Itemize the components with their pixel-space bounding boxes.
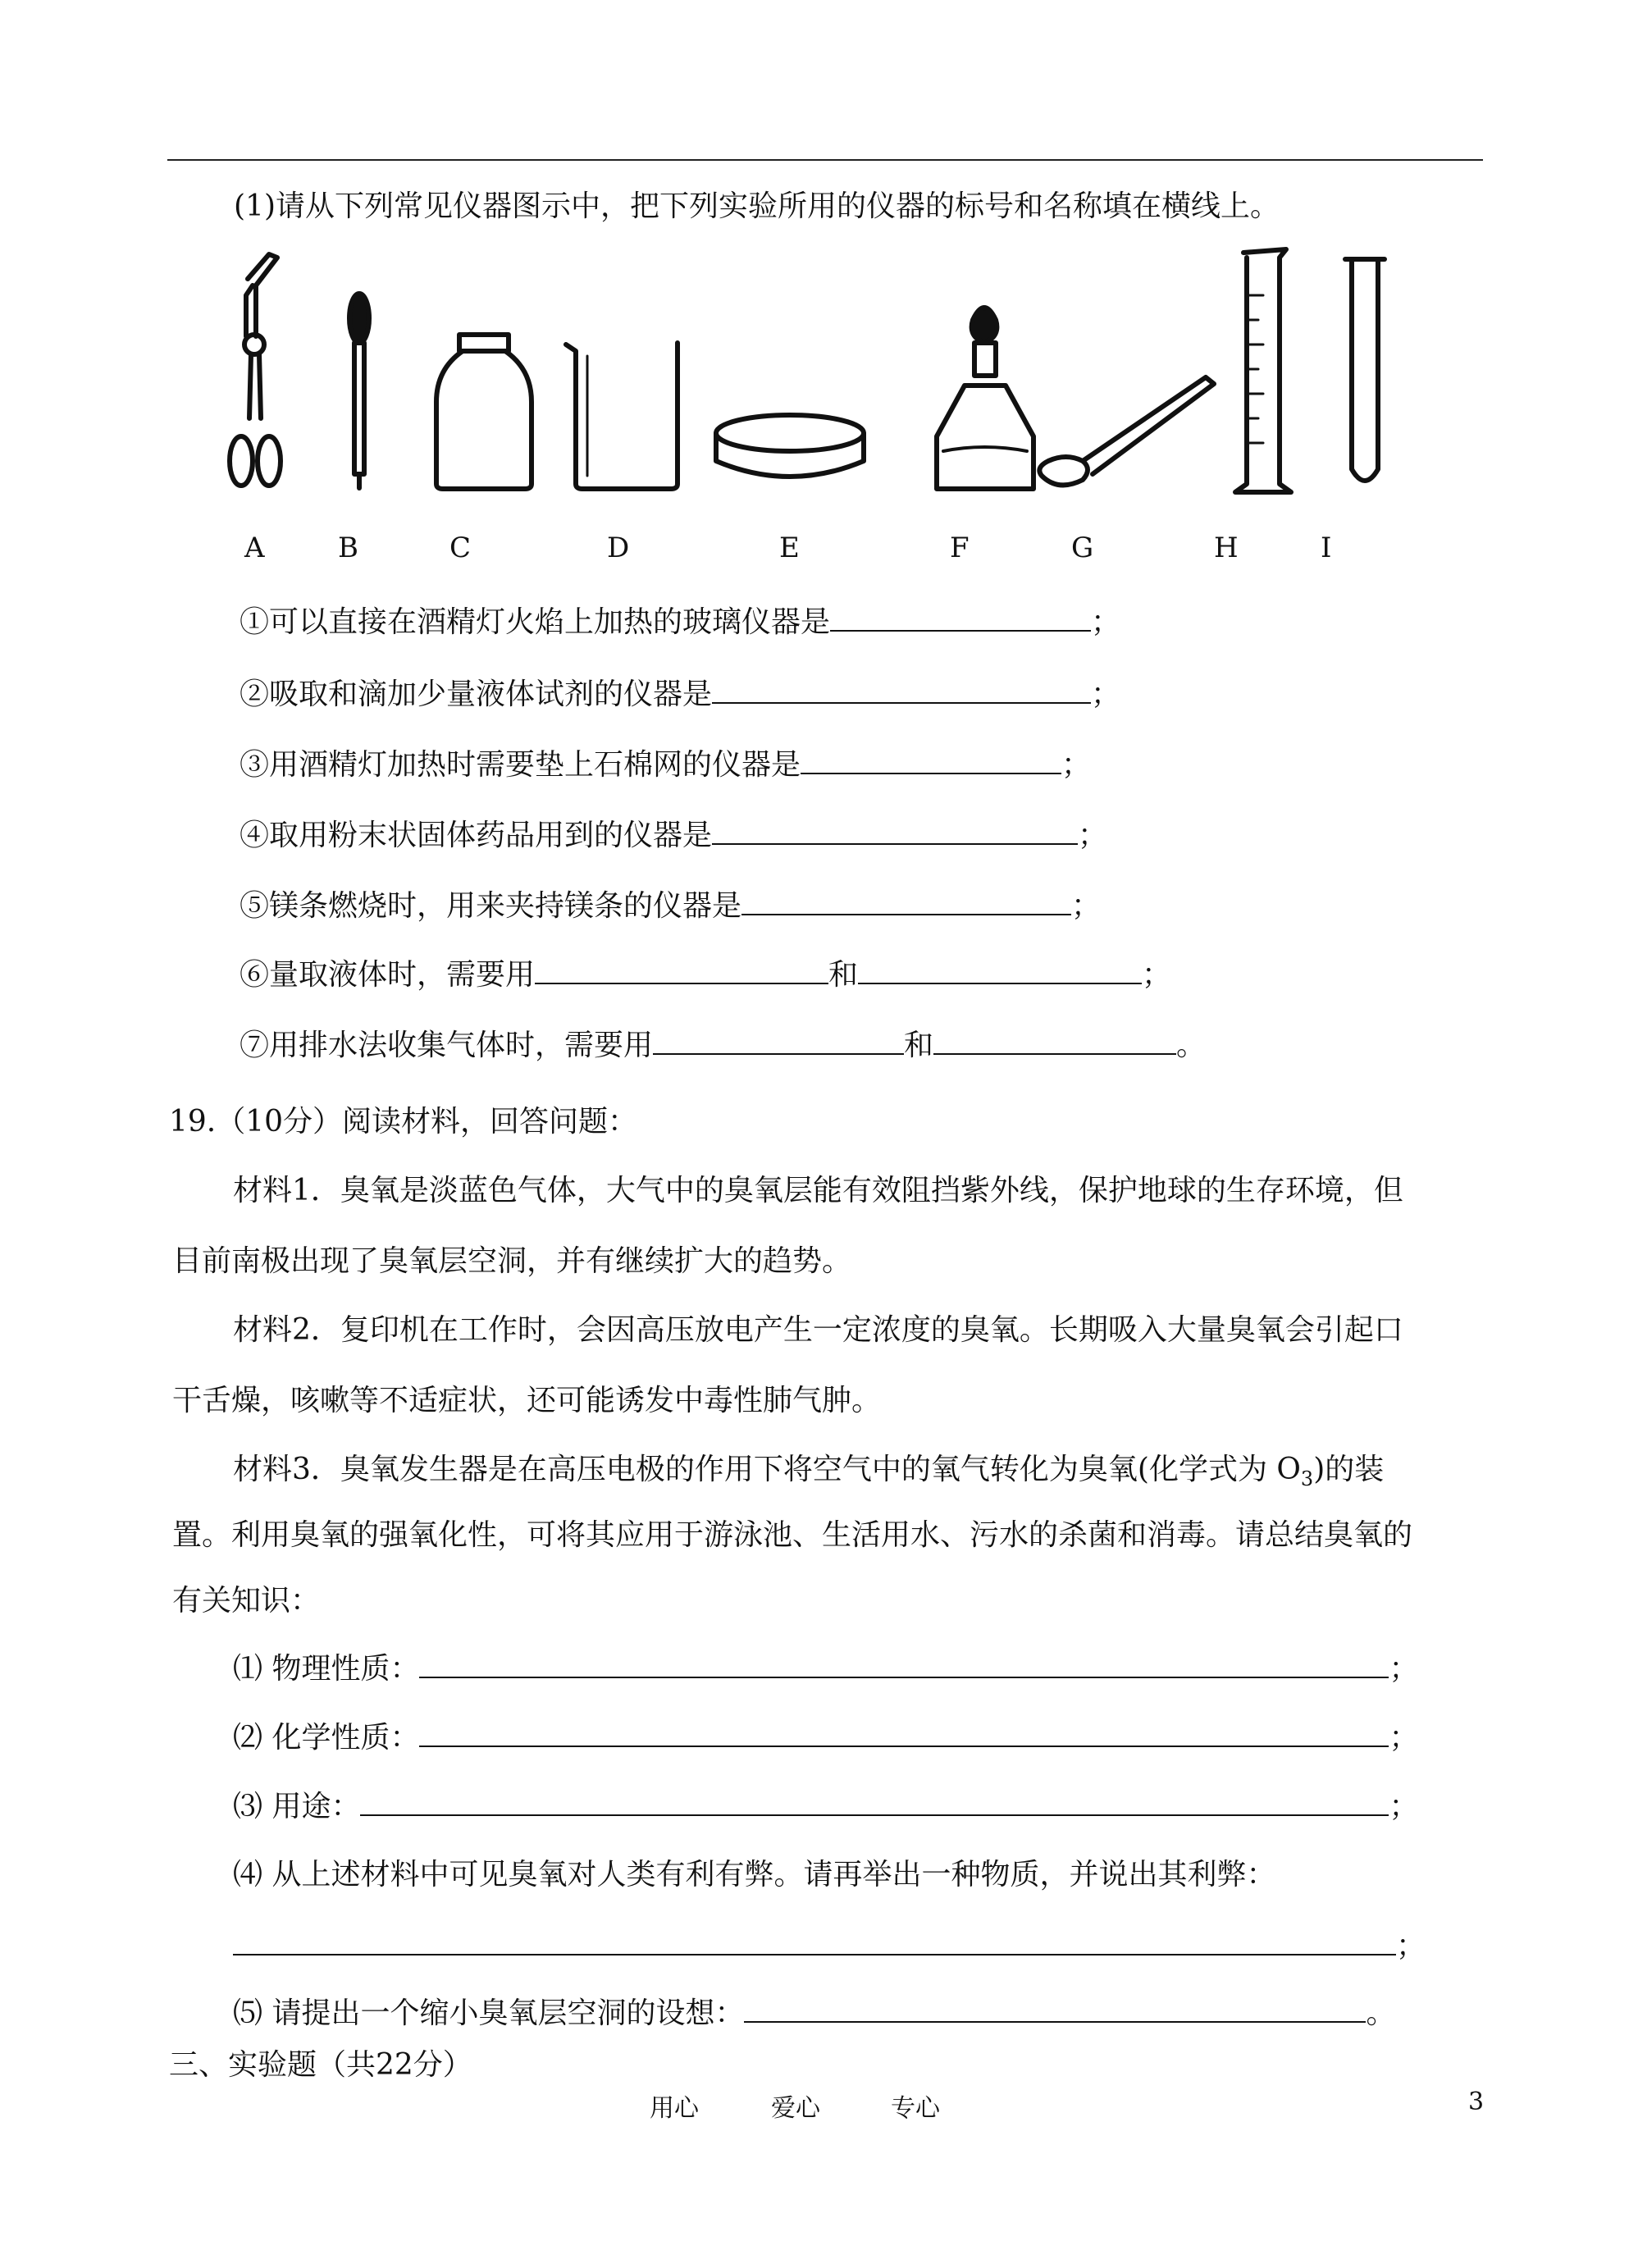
material-1-line-2: 目前南极出现了臭氧层空洞，并有继续扩大的趋势。 [172, 1244, 852, 1278]
answer-blank[interactable] [801, 745, 1061, 774]
answer-blank[interactable] [933, 1025, 1176, 1055]
footer-word-1: 用心 [650, 2094, 699, 2123]
crucible-tongs-icon [230, 254, 281, 486]
answer-blank[interactable] [712, 815, 1078, 845]
footer-word-2: 爱心 [771, 2094, 820, 2123]
page-number: 3 [1468, 2088, 1485, 2116]
medicine-spoon-icon [1039, 377, 1214, 485]
q19-heading: 19.（10分）阅读材料，回答问题： [169, 1105, 638, 1139]
material-3-line-3: 有关知识： [172, 1584, 321, 1618]
part1-intro: (1)请从下列常见仪器图示中，把下列实验所用的仪器的标号和名称填在横线上。 [234, 189, 1280, 223]
dropper-icon [349, 294, 369, 488]
material-1-line-1: 材料1．臭氧是淡蓝色气体，大气中的臭氧层能有效阻挡紫外线，保护地球的生存环境，但 [233, 1174, 1403, 1207]
answer-blank[interactable] [419, 1649, 1389, 1678]
material-2-line-1: 材料2．复印机在工作时，会因高压放电产生一定浓度的臭氧。长期吸入大量臭氧会引起口 [233, 1313, 1403, 1347]
material-2-line-2: 干舌燥，咳嗽等不适症状，还可能诱发中毒性肺气肿。 [172, 1384, 882, 1417]
label-c: C [449, 532, 472, 564]
section-3-heading: 三、实验题（共22分） [169, 2048, 472, 2082]
label-b: B [338, 532, 358, 564]
answer-blank[interactable] [830, 602, 1091, 632]
answer-blank[interactable] [535, 955, 828, 984]
q19-sub-3: ⑶ 用途： ； [233, 1787, 1418, 1827]
q19-sub-1: ⑴ 物理性质： ； [233, 1649, 1418, 1689]
label-i: I [1321, 532, 1332, 564]
item-5: ⑤镁条燃烧时，用来夹持镁条的仪器是 ； [240, 886, 1101, 926]
item-1: ①可以直接在酒精灯火焰上加热的玻璃仪器是 ； [240, 602, 1120, 642]
alcohol-lamp-icon [937, 308, 1033, 489]
material-3-line-1: 材料3．臭氧发生器是在高压电极的作用下将空气中的氧气转化为臭氧(化学式为 $O_3$)的装 [233, 1453, 1385, 1491]
answer-blank[interactable] [360, 1787, 1389, 1816]
item-7: ⑦用排水法收集气体时，需要用 和 。 [240, 1025, 1206, 1066]
label-d: D [607, 532, 630, 564]
item-6: ⑥量取液体时，需要用 和 ； [240, 955, 1171, 995]
footer-word-3: 专心 [891, 2094, 940, 2123]
beaker-icon [566, 343, 678, 489]
wide-mouth-bottle-icon [436, 335, 532, 489]
q19-sub-4-answer: ； [233, 1926, 1426, 1966]
q19-sub-4: ⑷ 从上述材料中可见臭氧对人类有利有弊。请再举出一种物质，并说出其利弊： [233, 1858, 1276, 1892]
test-tube-icon [1345, 259, 1385, 481]
item-2: ②吸取和滴加少量液体试剂的仪器是 ； [240, 674, 1120, 714]
item-3: ③用酒精灯加热时需要垫上石棉网的仪器是 ； [240, 745, 1091, 785]
q19-sub-5: ⑸ 请提出一个缩小臭氧层空洞的设想： 。 [233, 1993, 1395, 2033]
answer-blank[interactable] [741, 886, 1071, 915]
evaporating-dish-icon [716, 415, 864, 477]
item-4: ④取用粉末状固体药品用到的仪器是 ； [240, 815, 1107, 856]
material-3-line-2: 置。利用臭氧的强氧化性，可将其应用于游泳池、生活用水、污水的杀菌和消毒。请总结臭氧的 [172, 1518, 1413, 1552]
label-h: H [1214, 532, 1239, 564]
answer-blank[interactable] [419, 1718, 1389, 1747]
answer-blank[interactable] [858, 955, 1142, 984]
label-f: F [950, 532, 970, 564]
label-a: A [244, 532, 265, 564]
answer-blank[interactable] [744, 1993, 1366, 2023]
answer-blank[interactable] [653, 1025, 904, 1055]
label-g: G [1071, 532, 1094, 564]
answer-blank[interactable] [712, 674, 1091, 704]
q19-sub-2: ⑵ 化学性质： ； [233, 1718, 1418, 1758]
header-rule [167, 159, 1483, 161]
instrument-illustrations [221, 246, 1419, 509]
answer-blank[interactable] [233, 1926, 1396, 1955]
label-e: E [779, 532, 800, 564]
graduated-cylinder-icon [1235, 249, 1291, 492]
